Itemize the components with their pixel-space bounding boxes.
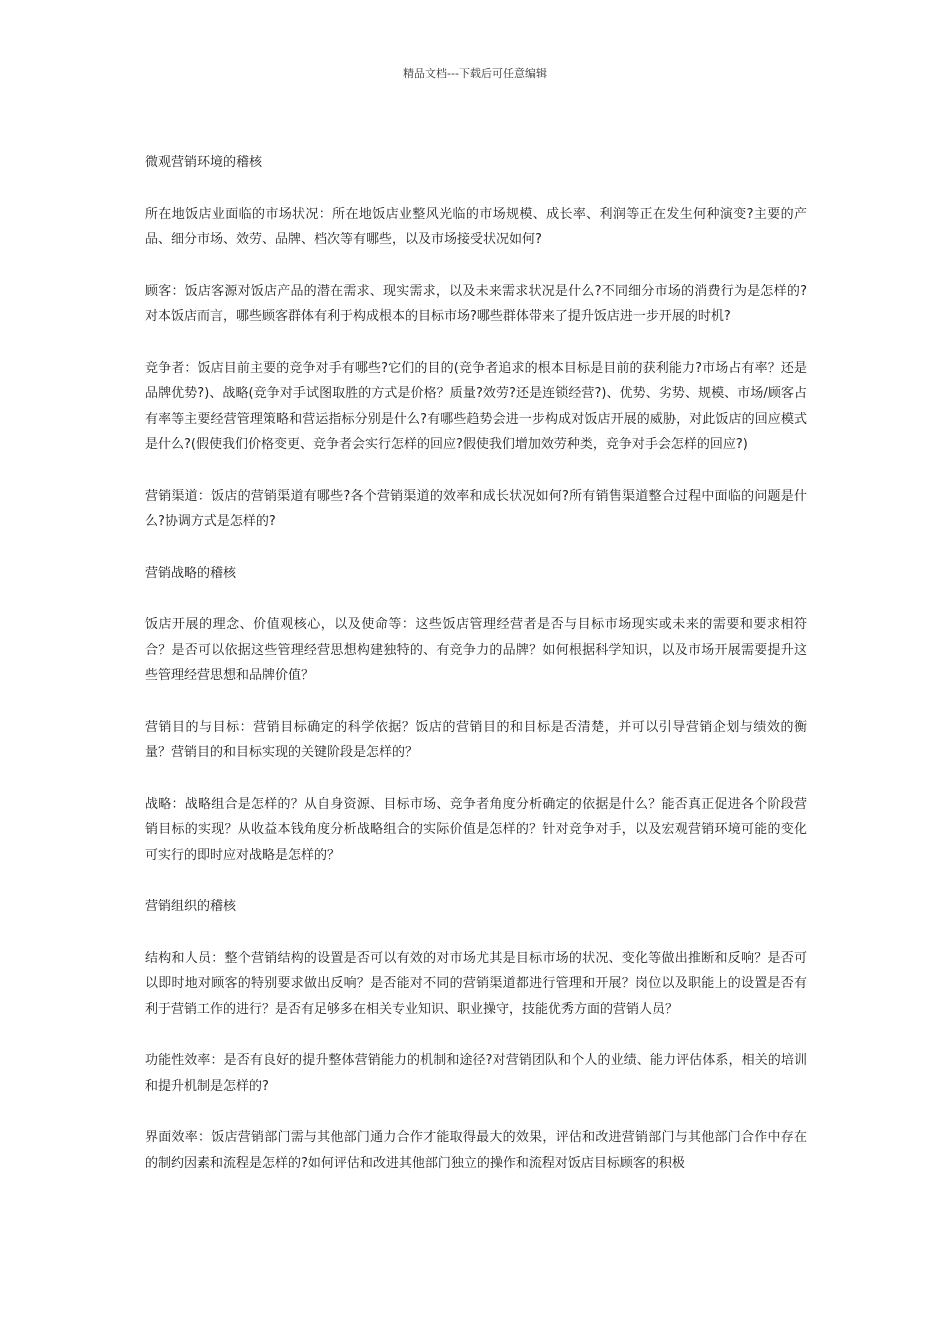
paragraph-structure-staff: 结构和人员：整个营销结构的设置是否可以有效的对市场尤其是目标市场的状况、变化等做出推断和反响？是否可以即时地对顾客的特别要求做出反响？是否能对不同的营销渠道都进行管理和开展？岗位以及职能上的设置是否有利于营销工作的进行？是否有足够多在相关专业知识、职业操守，技能优秀方面的营销人员？ (145, 950, 807, 1017)
section-heading-micro-environment: 微观营销环境的稽核 (145, 155, 263, 170)
paragraph-marketing-channels: 营销渠道：饭店的营销渠道有哪些?各个营销渠道的效率和成长状况如何?所有销售渠道整合过程中面临的问题是什么?协调方式是怎样的? (145, 488, 807, 529)
paragraph-competitors: 竞争者：饭店目前主要的竞争对手有哪些?它们的目的(竞争者追求的根本目标是目前的获利能力?市场占有率？还是品牌优势?)、战略(竞争对手试图取胜的方式是价格？质量?效劳?还是连锁经营?)、优势、劣势、规模、市场/顾客占有率等主要经营管理策略和营运指标分别是什么?有哪些趋势会进一步构成对饭店开展的威胁，对此饭店的回应模式是什么?(假使我们价格变更、竞争者会实行怎样的回应?假使我们增加效劳种类，竞争对手会怎样的回应?) (145, 360, 807, 452)
section-heading-organization: 营销组织的稽核 (145, 899, 237, 914)
paragraph-philosophy-values: 饭店开展的理念、价值观核心，以及使命等：这些饭店管理经营者是否与目标市场现实或未来的需要和要求相符合？是否可以依据这些管理经营思想构建独特的、有竞争力的品牌？如何根据科学知识，以及市场开展需要提升这些管理经营思想和品牌价值？ (145, 617, 807, 683)
paragraph-goals-targets: 营销目的与目标：营销目标确定的科学依据？饭店的营销目的和目标是否清楚，并可以引导营销企划与绩效的衡量？营销目的和目标实现的关键阶段是怎样的？ (145, 719, 807, 760)
paragraph-strategy: 战略：战略组合是怎样的？从自身资源、目标市场、竞争者角度分析确定的依据是什么？能否真正促进各个阶段营销目标的实现？从收益本钱角度分析战略组合的实际价值是怎样的？针对竞争对手，以及宏观营销环境可能的变化可实行的即时应对战略是怎样的？ (145, 796, 807, 863)
paragraph-interface-efficiency: 界面效率：饭店营销部门需与其他部门通力合作才能取得最大的效果，评估和改进营销部门与其他部门合作中存在的制约因素和流程是怎样的?如何评估和改进其他部门独立的操作和流程对饭店目标顾客的积极 (145, 1130, 807, 1171)
document-body (145, 150, 807, 1202)
paragraph-functional-efficiency: 功能性效率：是否有良好的提升整体营销能力的机制和途径?对营销团队和个人的业绩、能力评估体系，相关的培训和提升机制是怎样的? (145, 1053, 807, 1094)
paragraph-market-status: 所在地饭店业面临的市场状况：所在地饭店业整风光临的市场规模、成长率、利润等正在发生何种演变?主要的产品、细分市场、效劳、品牌、档次等有哪些，以及市场接受状况如何? (145, 206, 807, 247)
paragraph-customers: 顾客：饭店客源对饭店产品的潜在需求、现实需求，以及未来需求状况是什么?不同细分市场的消费行为是怎样的?对本饭店而言，哪些顾客群体有利于构成根本的目标市场?哪些群体带来了提升饭店进一步开展的时机? (145, 283, 807, 324)
section-heading-strategy: 营销战略的稽核 (145, 565, 237, 581)
page-header: 精品文档---下载后可任意编辑 (403, 67, 547, 80)
